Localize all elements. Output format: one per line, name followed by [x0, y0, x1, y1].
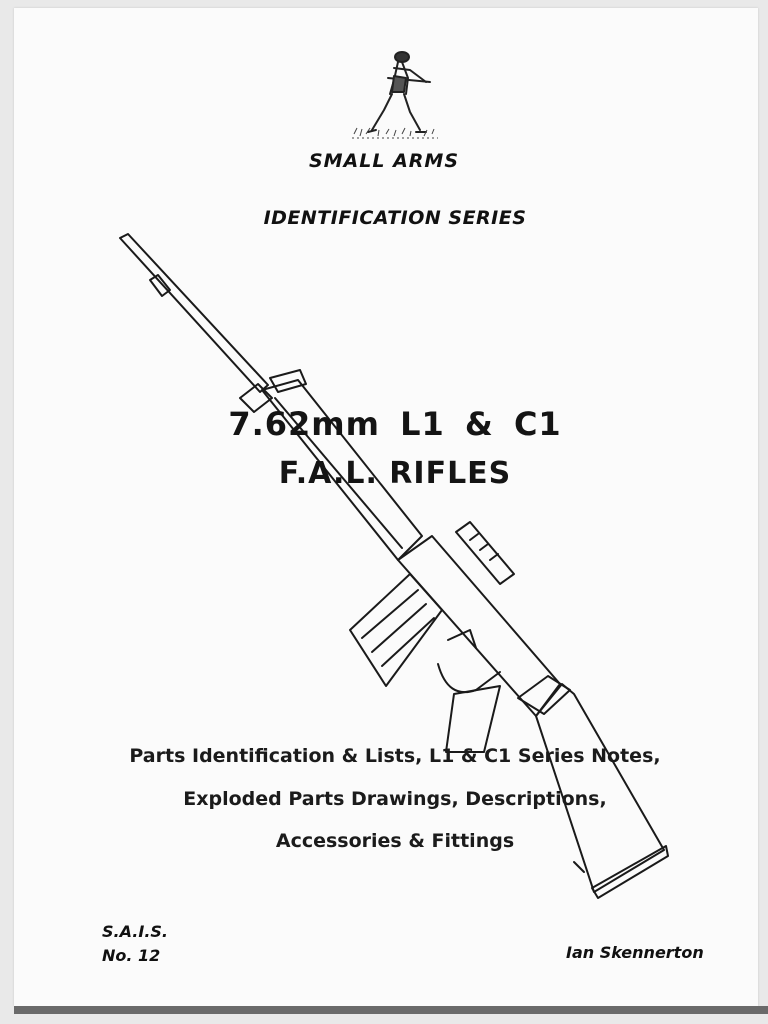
series-name: SMALL ARMS	[308, 150, 460, 172]
series-number: No. 12	[102, 946, 161, 965]
series-abbrev: S.A.I.S.	[102, 922, 168, 941]
book-title-line-1: 7.62mm L1 & C1	[228, 405, 562, 443]
contents-line-2: Exploded Parts Drawings, Descriptions,	[183, 788, 607, 810]
series-number-block	[102, 920, 168, 968]
series-subtitle: IDENTIFICATION SERIES	[263, 207, 527, 229]
contents-line-3: Accessories & Fittings	[275, 830, 515, 852]
author-name: Ian Skennerton	[566, 943, 704, 962]
book-title-line-2: F.A.L. RIFLES	[278, 456, 512, 491]
contents-line-1: Parts Identification & Lists, L1 & C1 Series Notes,	[129, 745, 661, 767]
